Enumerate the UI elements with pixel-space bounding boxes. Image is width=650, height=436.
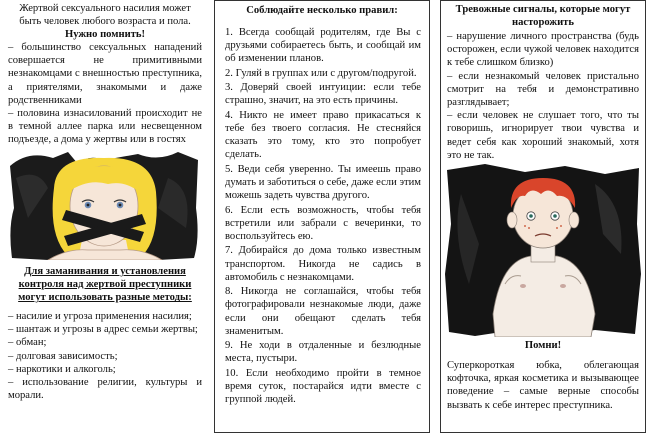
rule-item: 7. Добирайся до дома только известным транспортом. Никогда не садись в автомобиль с незнакомцами. xyxy=(225,245,421,283)
remember-heading: Нужно помнить! xyxy=(64,29,146,40)
list-item: – обман; xyxy=(8,337,47,349)
frightened-boy-illustration xyxy=(445,164,641,337)
remember-heading: Помни! xyxy=(524,340,562,351)
rule-item: 6. Если есть возможность, чтобы тебя встретили или забрали с вечеринки, то воспользуйтесь ею. xyxy=(225,204,421,242)
list-item: – если незнакомый человек пристально смотрит на тебя и демонстративно разглядывает; xyxy=(447,70,639,109)
intro-text: Жертвой сексуального насилия может быть человек любого возраста и пола. xyxy=(19,3,191,28)
list-item: – насилие и угроза применения насилия; xyxy=(8,311,192,322)
remember-list xyxy=(8,41,202,147)
list-item: – долговая зависимость; xyxy=(8,350,118,362)
list-item: – шантаж и угрозы в адрес семьи жертвы; xyxy=(8,324,198,336)
rule-item: 4. Никто не имеет право прикасаться к тебе без твоего согласия. Не стесняйся сказать это тому, кто это попробует сделать. xyxy=(225,109,421,161)
rule-item: 3. Доверяй своей интуиции: если тебе страшно, значит, на это есть причины. xyxy=(225,82,421,107)
list-item: – наркотики и алкоголь; xyxy=(8,363,116,375)
list-item: – использование религии, культуры и морали. xyxy=(8,377,202,402)
list-item: – если человек не слушает того, что ты говоришь, игнорирует твои чувства и ведет себя как хороший знакомый, хотя это не так. xyxy=(447,110,639,161)
signals-list xyxy=(447,30,639,162)
signals-heading: Тревожные сигналы, которые могут насторожить xyxy=(455,4,631,29)
list-item: – половина изнасилований происходит не в темной аллее парка или несвещенном подъезде, а дома у жертвы или в гостях xyxy=(8,108,202,146)
rule-item: 5. Веди себя уверенно. Ты имеешь право думать и заботиться о себе, даже если этим можешь задеть чувства другого. xyxy=(225,163,421,202)
rules-heading: Соблюдайте несколько правил: xyxy=(246,5,398,16)
rule-item: 2. Гуляй в группах или с другом/подругой. xyxy=(225,67,417,79)
outro-text: Суперкороткая юбка, облегающая кофточка, яркая косметика и вызывающее поведение – самые верные способы вызвать к себе интерес преступника. xyxy=(447,360,639,411)
panel-right xyxy=(440,0,646,433)
methods-heading: Для заманивания и установления контроля над жертвой преступники могут использовать разные методы: xyxy=(18,266,192,304)
list-item: – большинство сексуальных нападений совершается не примитивными незнакомцами с внешностью преступника, а приятелями, знакомыми и даже родственниками xyxy=(8,42,202,106)
gagged-girl-illustration xyxy=(8,148,200,260)
rule-item: 1. Всегда сообщай родителям, где Вы с друзьями собираетесь быть, и сообщай им об изменении планов. xyxy=(225,27,421,65)
panel-left xyxy=(2,0,206,432)
rule-item: 10. Если необходимо пройти в темное время суток, постарайся идти вместе с группой людей. xyxy=(225,367,421,406)
panel-middle xyxy=(214,0,430,433)
methods-list xyxy=(8,310,202,402)
rule-item: 9. Не ходи в отдаленные и безлюдные места, пустыри. xyxy=(225,340,421,365)
rules-list xyxy=(225,26,421,408)
rule-item: 8. Никогда не соглашайся, чтобы тебя фотографировали незнакомые люди, даже если они обещают сделать тебя знаменитым. xyxy=(225,286,421,337)
list-item: – нарушение личного пространства (будь осторожен, если чужой человек находится к тебе слишком близко) xyxy=(447,31,639,69)
